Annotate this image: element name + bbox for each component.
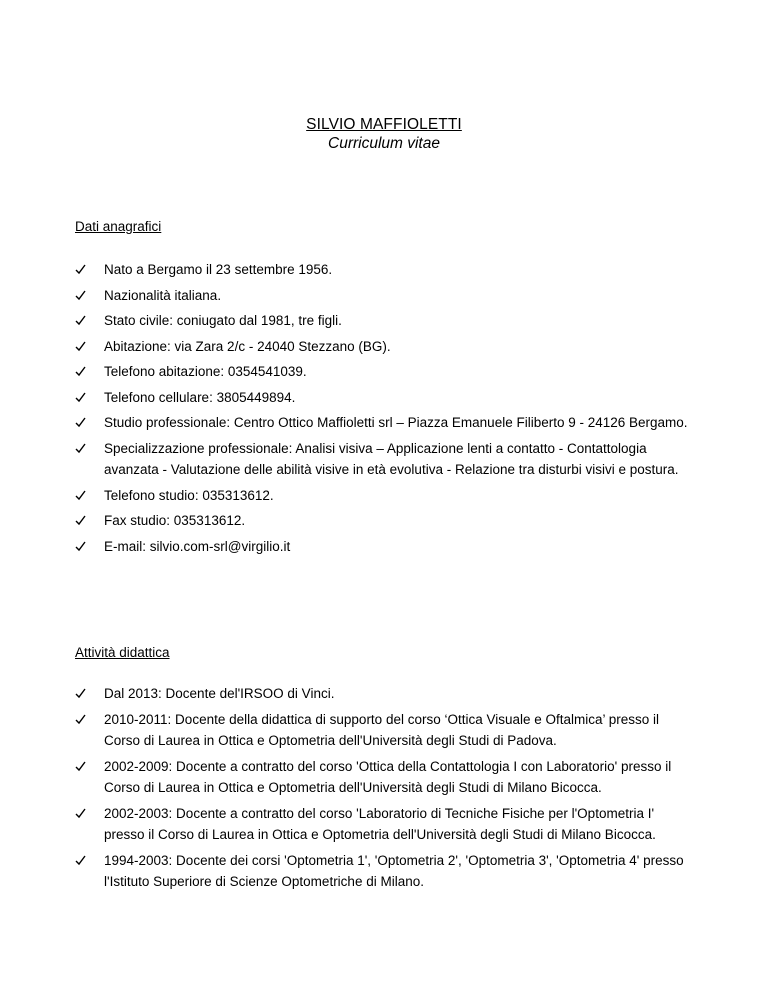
checkmark-icon	[75, 336, 89, 358]
list-item	[75, 850, 695, 893]
list-item	[75, 361, 695, 383]
section-title-attivita-didattica: Attività didattica	[75, 645, 170, 660]
list-item-text: Nato a Bergamo il 23 settembre 1956.	[104, 262, 333, 277]
list-item-text: 2002-2009: Docente a contratto del corso 'Ottica della Contattologia I con Laboratorio' presso il Corso di Laurea in Ottica e Optometria dell'Università degli Studi di Milano Bicocca.	[104, 758, 672, 795]
list-item-text: Telefono abitazione: 0354541039.	[104, 364, 307, 379]
checkmark-icon	[75, 803, 89, 825]
list-item	[75, 387, 695, 409]
list-item	[75, 756, 695, 799]
checkmark-icon	[75, 709, 89, 731]
list-item-text: Stato civile: coniugato dal 1981, tre figli.	[104, 313, 342, 328]
list-item	[75, 412, 695, 434]
list-item-text: Dal 2013: Docente del'IRSOO di Vinci.	[104, 686, 335, 701]
checkmark-icon	[75, 310, 89, 332]
checkmark-icon	[75, 536, 89, 558]
checkmark-icon	[75, 259, 89, 281]
list-item	[75, 485, 695, 507]
list-item-text: Abitazione: via Zara 2/c - 24040 Stezzano (BG).	[104, 338, 391, 354]
list-item	[75, 536, 695, 558]
checkmark-icon	[75, 438, 89, 460]
list-item-text: E-mail: silvio.com-srl@virgilio.it	[104, 538, 291, 554]
list-item	[75, 803, 695, 846]
list-dati-anagrafici	[75, 259, 695, 561]
person-name: SILVIO MAFFIOLETTI	[306, 116, 462, 133]
list-item-text: Specializzazione professionale: Analisi visiva – Applicazione lenti a contatto - Contattologia avanzata - Valutazione delle abilità visive in età evolutiva - Relazione tra disturbi visivi e postura.	[104, 440, 679, 477]
checkmark-icon	[75, 485, 89, 507]
list-item-text: Telefono studio: 035313612.	[104, 487, 274, 503]
list-item	[75, 285, 695, 307]
list-item-text: Studio professionale: Centro Ottico Maffioletti srl – Piazza Emanuele Filiberto 9 - 24126 Bergamo.	[104, 415, 688, 430]
checkmark-icon	[75, 412, 89, 434]
list-item-text: Fax studio: 035313612.	[104, 513, 246, 528]
checkmark-icon	[75, 850, 89, 872]
list-item	[75, 438, 695, 481]
list-item	[75, 259, 695, 281]
section-title-dati-anagrafici: Dati anagrafici	[75, 219, 162, 234]
checkmark-icon	[75, 683, 89, 705]
list-item-text: 2010-2011: Docente della didattica di supporto del corso ‘Ottica Visuale e Oftalmica’ presso il Corso di Laurea in Ottica e Optometria dell'Università degli Studi di Padova.	[104, 711, 660, 748]
checkmark-icon	[75, 361, 89, 383]
checkmark-icon	[75, 510, 89, 532]
list-item	[75, 709, 695, 752]
list-item	[75, 510, 695, 532]
list-item	[75, 310, 695, 332]
list-item-text: Telefono cellulare: 3805449894.	[104, 389, 296, 405]
list-item-text: Nazionalità italiana.	[104, 287, 222, 303]
checkmark-icon	[75, 387, 89, 409]
list-item	[75, 683, 695, 705]
list-item-text: 2002-2003: Docente a contratto del corso 'Laboratorio di Tecniche Fisiche per l'Optometria I' presso il Corso di Laurea in Ottica e Optometria dell'Università degli Studi di Milano Bicocca.	[104, 805, 656, 842]
checkmark-icon	[75, 285, 89, 307]
list-item	[75, 336, 695, 358]
list-item-text: 1994-2003: Docente dei corsi 'Optometria 1', 'Optometria 2', 'Optometria 3', 'Optometria 4' presso l'Istituto Superiore di Scienze Optometriche di Milano.	[104, 852, 684, 889]
document-subtitle: Curriculum vitae	[328, 135, 440, 152]
list-attivita-didattica	[75, 683, 695, 897]
checkmark-icon	[75, 756, 89, 778]
